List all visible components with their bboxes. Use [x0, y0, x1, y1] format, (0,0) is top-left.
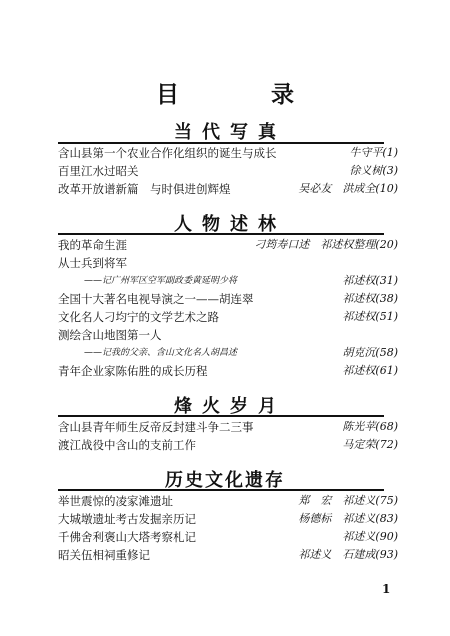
toc-entry [58, 236, 398, 254]
entry-author: 徐义树(3) [349, 164, 398, 177]
toc-entry [58, 436, 398, 454]
entry-author: 祁述权(31) [342, 274, 398, 287]
toc-entry [58, 308, 398, 326]
toc-entry [58, 492, 398, 510]
entry-title: 全国十大著名电视导演之一——胡连翠 [58, 292, 254, 306]
entry-title: 千佛舍利褒山大塔考察札记 [58, 530, 196, 544]
entry-author: 刁筠寿口述 祁述权整理(20) [254, 238, 398, 251]
entry-author: 祁述权(38) [342, 292, 398, 305]
section-heading: 烽火岁月 [174, 396, 286, 417]
entry-author: 祁述权(51) [342, 310, 398, 323]
entry-title: 含山县第一个农业合作化组织的诞生与成长 [58, 146, 277, 160]
toc-entry [58, 418, 398, 436]
entry-title: 从士兵到将军 [58, 256, 127, 270]
entry-author: 吴必友 洪成全(10) [298, 182, 398, 195]
entry-subtitle: ——记广州军区空军副政委黄延明少将 [84, 276, 238, 286]
entry-author: 祁述权(61) [342, 364, 398, 377]
entry-title: 举世震惊的凌家滩遗址 [58, 494, 173, 508]
toc-entry [58, 162, 398, 180]
entry-title: 青年企业家陈佑胜的成长历程 [58, 364, 208, 378]
entry-title: 渡江战役中含山的支前工作 [58, 438, 196, 452]
toc-entry [58, 546, 398, 564]
entry-title: 昭关伍相祠重修记 [58, 548, 150, 562]
toc-entry [58, 180, 398, 198]
section-heading: 当代写真 [174, 122, 286, 143]
toc-entry [58, 326, 398, 344]
page-title: 目 录 [155, 82, 336, 108]
entry-title: 百里江水过昭关 [58, 164, 139, 178]
entry-author: 陈光苹(68) [342, 420, 398, 433]
entry-author: 胡克沉(58) [342, 346, 398, 359]
section-rule [58, 489, 384, 491]
toc-subtitle-entry [58, 344, 398, 362]
entry-author: 郑 宏 祁述义(75) [298, 494, 398, 507]
entry-subtitle: ——记我的父亲、含山文化名人胡昌述 [84, 348, 238, 358]
entry-title: 含山县青年师生反帝反封建斗争二三事 [58, 420, 254, 434]
entry-author: 牛守平(1) [349, 146, 398, 159]
section-rule [58, 415, 384, 417]
entry-author: 杨德标 祁述义(83) [298, 512, 398, 525]
section-rule [58, 233, 384, 235]
entry-title: 测绘含山地图第一人 [58, 328, 162, 342]
page-number: 1 [382, 582, 391, 596]
section-heading: 人物述林 [174, 214, 286, 235]
toc-entry [58, 362, 398, 380]
entry-title: 文化名人刁均宁的文学艺术之路 [58, 310, 219, 324]
entry-title: 改革开放谱新篇 与时俱进创辉煌 [58, 182, 231, 196]
entry-author: 祁述义 石建成(93) [298, 548, 398, 561]
entry-author: 祁述义(90) [342, 530, 398, 543]
entry-author: 马定荣(72) [342, 438, 398, 451]
entry-title: 我的革命生涯 [58, 238, 127, 252]
toc-entry [58, 144, 398, 162]
toc-entry [58, 510, 398, 528]
section-heading: 历史文化遗存 [165, 470, 285, 491]
toc-entry [58, 528, 398, 546]
toc-subtitle-entry [58, 272, 398, 290]
entry-title: 大城墩遗址考古发掘亲历记 [58, 512, 196, 526]
toc-entry [58, 290, 398, 308]
toc-entry [58, 254, 398, 272]
